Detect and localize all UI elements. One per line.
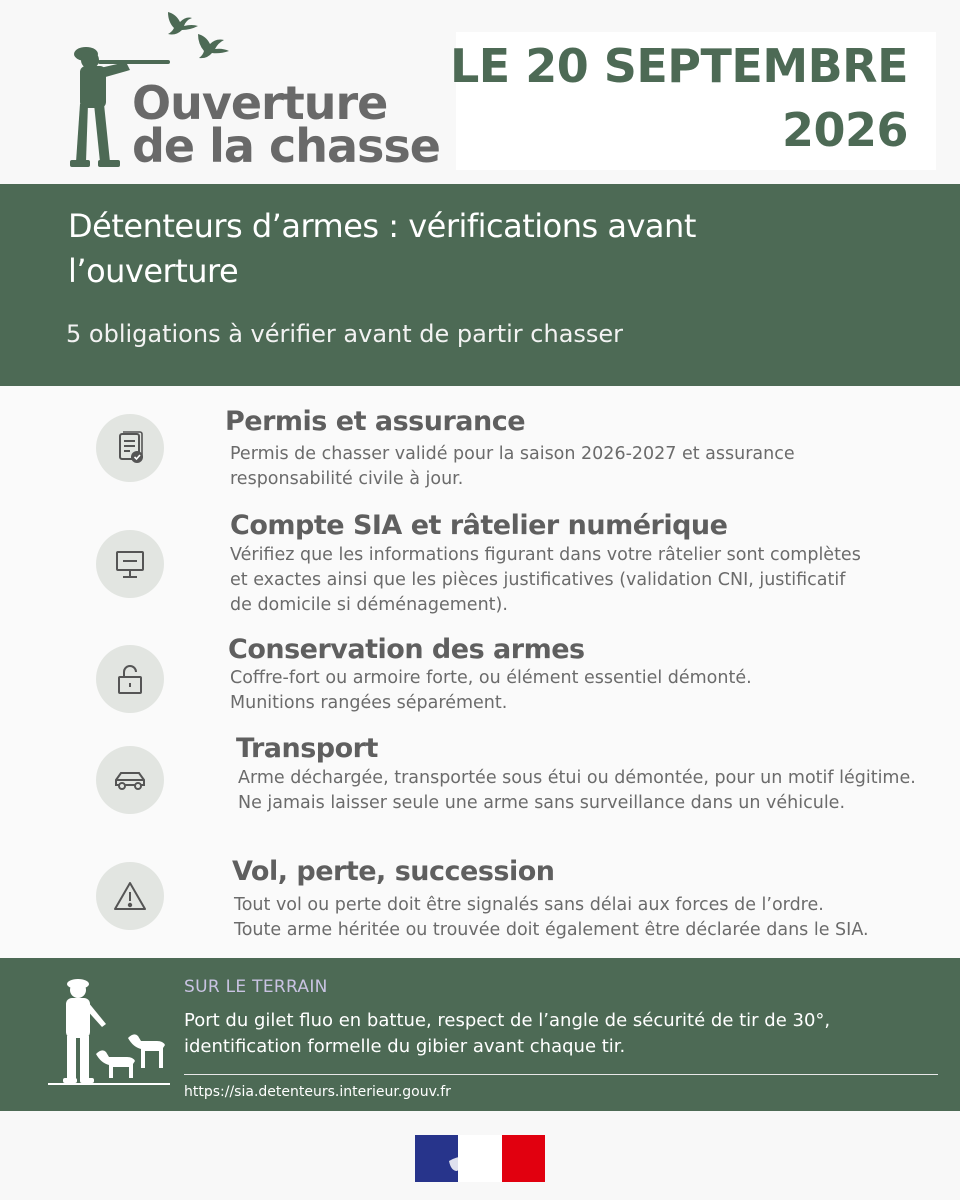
marianne-flag-logo — [415, 1135, 545, 1182]
item-desc — [230, 666, 950, 716]
item-desc-line: Arme déchargée, transportée sous étui ou démontée, pour un motif légitime. — [238, 768, 916, 788]
item-desc-line: de domicile si déménagement). — [230, 595, 508, 615]
item-desc — [238, 766, 958, 816]
document-check-icon — [96, 414, 164, 482]
item-desc-line: Permis de chasser validé pour la saison 2026-2027 et assurance — [230, 444, 795, 464]
field-section-text — [184, 1008, 830, 1060]
monitor-icon — [96, 530, 164, 598]
warning-icon — [96, 862, 164, 930]
item-desc-line: Coffre-fort ou armoire forte, ou élément essentiel démonté. — [230, 668, 752, 688]
item-desc — [230, 442, 950, 492]
field-text-line: identification formelle du gibier avant chaque tir. — [184, 1036, 626, 1057]
field-section — [0, 958, 960, 1111]
date-line2: 2026 — [781, 103, 908, 157]
item-desc-line: et exactes ainsi que les pièces justificatives (validation CNI, justificatif — [230, 570, 846, 590]
field-section-label: SUR LE TERRAIN — [184, 977, 328, 997]
date-box — [449, 32, 936, 170]
item-desc — [234, 893, 954, 943]
padlock-icon — [96, 645, 164, 713]
item-desc-line: Munitions rangées séparément. — [230, 693, 508, 713]
item-desc-line: Tout vol ou perte doit être signalés sans délai aux forces de l’ordre. — [234, 895, 824, 915]
item-title: Compte SIA et râtelier numérique — [230, 510, 728, 541]
divider — [184, 1074, 938, 1075]
header — [0, 0, 960, 184]
item-title: Conservation des armes — [228, 634, 585, 665]
banner — [0, 184, 960, 386]
hunter-with-dogs-illustration — [44, 968, 174, 1088]
car-icon — [96, 746, 164, 814]
footer — [0, 1111, 960, 1200]
title-line2: de la chasse — [132, 119, 440, 173]
item-title: Permis et assurance — [225, 406, 526, 437]
item-desc-line: Vérifiez que les informations figurant dans votre râtelier sont complètes — [230, 545, 861, 565]
item-title: Transport — [236, 733, 378, 764]
item-desc-line: Ne jamais laisser seule une arme sans surveillance dans un véhicule. — [238, 793, 846, 813]
item-desc — [230, 543, 950, 618]
item-desc-line: responsabilité civile à jour. — [230, 469, 464, 489]
date-line1: LE 20 SEPTEMBRE — [449, 39, 908, 93]
field-text-line: Port du gilet fluo en battue, respect de l’angle de sécurité de tir de 30°, — [184, 1010, 831, 1031]
item-title: Vol, perte, succession — [232, 856, 555, 887]
title-line1: Ouverture — [132, 76, 388, 130]
item-desc-line: Toute arme héritée ou trouvée doit également être déclarée dans le SIA. — [234, 920, 869, 940]
banner-subtitle: 5 obligations à vérifier avant de partir chasser — [66, 320, 624, 348]
website-link[interactable]: https://sia.detenteurs.interieur.gouv.fr — [184, 1084, 451, 1100]
banner-title: Détenteurs d’armes : vérifications avant l’ouverture — [68, 207, 696, 290]
